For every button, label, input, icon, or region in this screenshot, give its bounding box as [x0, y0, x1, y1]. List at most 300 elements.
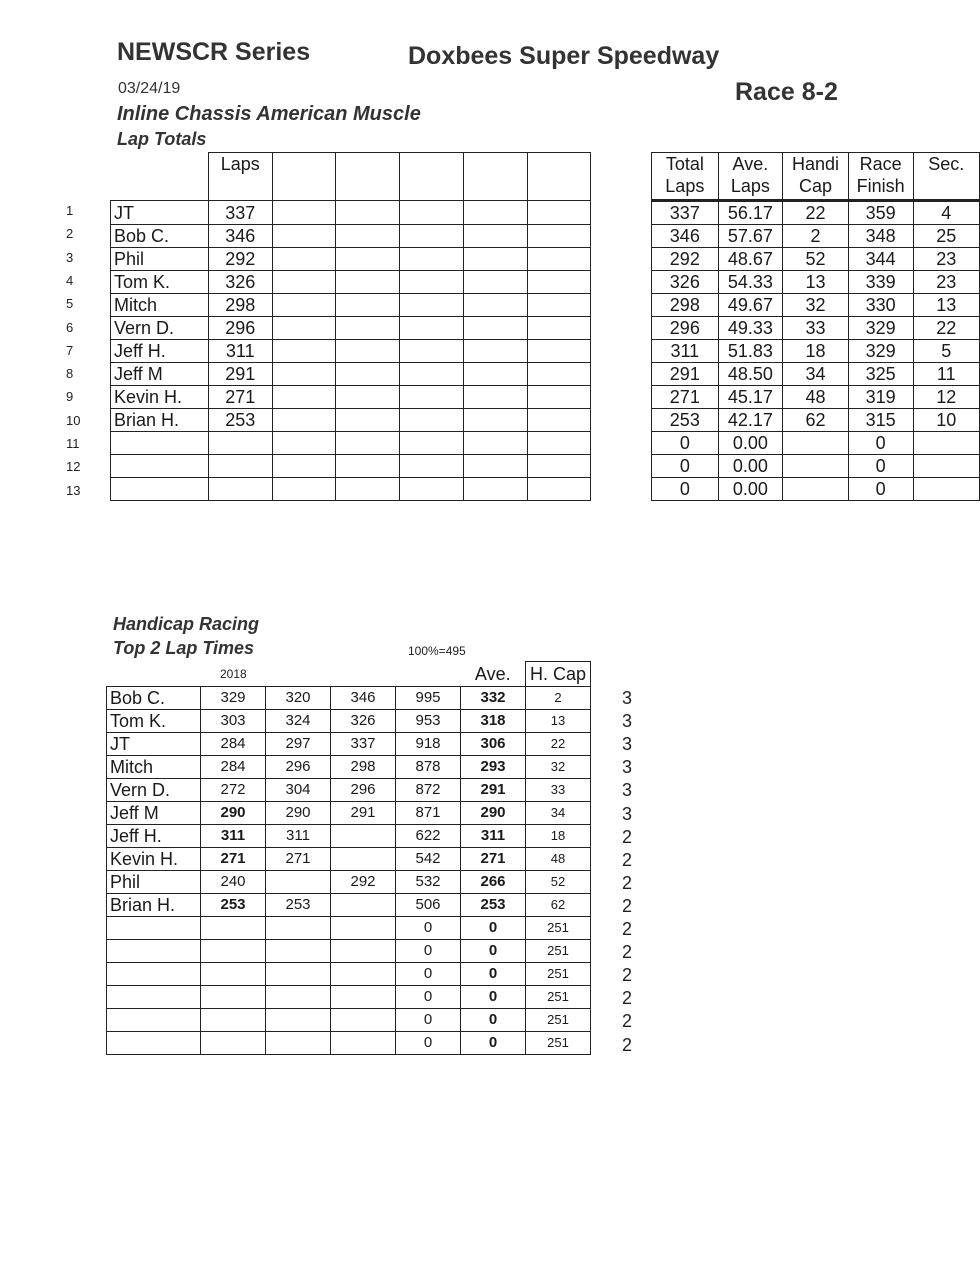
lap-time-cell: 311 [266, 825, 331, 848]
table-row [107, 1032, 591, 1055]
laps-cell: 346 [209, 225, 273, 248]
empty-lap-cell [400, 478, 464, 501]
empty-lap-cell [336, 409, 400, 432]
handicap-cell: 48 [783, 386, 849, 409]
empty-lap-cell [527, 271, 591, 294]
average-cell: 0 [461, 917, 526, 940]
ave-laps-cell: 56.17 [718, 201, 783, 225]
lap-totals-table [110, 152, 980, 501]
lap-time-cell [331, 825, 396, 848]
empty-lap-cell [272, 248, 336, 271]
percent-note: 100%=495 [408, 644, 466, 658]
total-laps-cell: 311 [652, 340, 718, 363]
hcap-cell: 62 [526, 894, 591, 917]
total-laps-cell: 0 [652, 478, 718, 501]
empty-lap-cell [463, 432, 527, 455]
race-count: 3 [622, 688, 633, 708]
hcap-cell: 32 [526, 756, 591, 779]
laps-cell: 292 [209, 248, 273, 271]
table-row [107, 986, 591, 1009]
empty-lap-cell [527, 455, 591, 478]
total-cell: 0 [396, 1032, 461, 1055]
driver-name: Brian H. [111, 409, 209, 432]
race-finish-cell: 329 [848, 317, 913, 340]
empty-lap-cell [400, 363, 464, 386]
driver-name: Brian H. [107, 894, 201, 917]
laps-cell [209, 478, 273, 501]
race-finish-cell: 0 [848, 432, 913, 455]
handicap-cell: 13 [783, 271, 849, 294]
ave-laps-header: Ave. Laps [718, 153, 783, 201]
row-number: 11 [66, 436, 80, 451]
driver-name [107, 963, 201, 986]
table-row [111, 201, 980, 225]
table-row [111, 409, 980, 432]
empty-lap-cell [336, 363, 400, 386]
empty-lap-cell [272, 271, 336, 294]
row-number: 8 [66, 366, 74, 382]
lap-time-cell: 292 [331, 871, 396, 894]
lap-time-cell: 253 [201, 894, 266, 917]
driver-name: Phil [111, 248, 209, 271]
total-cell: 622 [396, 825, 461, 848]
empty-lap-cell [463, 409, 527, 432]
laps-cell: 296 [209, 317, 273, 340]
hcap-cell: 33 [526, 779, 591, 802]
ave-laps-cell: 57.67 [718, 225, 783, 248]
driver-name: Bob C. [107, 687, 201, 710]
table-row [107, 733, 591, 756]
ave-laps-cell: 54.33 [718, 271, 783, 294]
hcap-header: H. Cap [526, 662, 591, 687]
hcap-cell: 22 [526, 733, 591, 756]
driver-name: Vern D. [111, 317, 209, 340]
total-cell: 0 [396, 986, 461, 1009]
average-cell: 290 [461, 802, 526, 825]
driver-name: JT [107, 733, 201, 756]
hcap-cell: 48 [526, 848, 591, 871]
empty-lap-cell [336, 271, 400, 294]
total-cell: 953 [396, 710, 461, 733]
year-label: 2018 [220, 667, 247, 681]
empty-lap-cell [463, 478, 527, 501]
driver-name: Phil [107, 871, 201, 894]
empty-lap-cell [463, 225, 527, 248]
average-cell: 0 [461, 1009, 526, 1032]
race-finish-cell: 348 [848, 225, 913, 248]
handicap-cell: 34 [783, 363, 849, 386]
handicap-header: Handi Cap [783, 153, 849, 201]
sec-cell: 23 [913, 271, 979, 294]
lap-time-cell [331, 1009, 396, 1032]
lap-time-cell: 271 [266, 848, 331, 871]
table-row [107, 825, 591, 848]
lap-time-cell [201, 940, 266, 963]
table-row [111, 478, 980, 501]
table-row [107, 917, 591, 940]
empty-lap-cell [400, 455, 464, 478]
total-laps-cell: 346 [652, 225, 718, 248]
table-row [107, 848, 591, 871]
hcap-cell: 13 [526, 710, 591, 733]
table-row [111, 386, 980, 409]
average-cell: 253 [461, 894, 526, 917]
race-count: 3 [622, 780, 633, 801]
handicap-cell: 2 [783, 225, 849, 248]
empty-lap-cell [463, 455, 527, 478]
total-cell: 918 [396, 733, 461, 756]
average-cell: 271 [461, 848, 526, 871]
empty-lap-cell [272, 386, 336, 409]
lap-time-cell: 271 [201, 848, 266, 871]
empty-lap-cell [272, 363, 336, 386]
table-row [111, 432, 980, 455]
hcap-cell: 52 [526, 871, 591, 894]
sec-header: Sec. [913, 153, 979, 201]
total-laps-cell: 0 [652, 455, 718, 478]
driver-name: Jeff M [107, 802, 201, 825]
lap-time-cell: 320 [266, 687, 331, 710]
lap-time-cell [266, 1032, 331, 1055]
average-cell: 291 [461, 779, 526, 802]
empty-lap-cell [527, 340, 591, 363]
ave-laps-cell: 49.67 [718, 294, 783, 317]
empty-lap-cell [463, 317, 527, 340]
total-laps-cell: 291 [652, 363, 718, 386]
race-finish-cell: 0 [848, 455, 913, 478]
sec-cell: 10 [913, 409, 979, 432]
lap-time-cell: 291 [331, 802, 396, 825]
empty-lap-cell [400, 225, 464, 248]
table-row [111, 248, 980, 271]
empty-lap-cell [463, 363, 527, 386]
laps-cell: 271 [209, 386, 273, 409]
hcap-cell: 251 [526, 963, 591, 986]
empty-lap-cell [336, 201, 400, 225]
row-number: 12 [66, 459, 81, 475]
empty-lap-cell [527, 294, 591, 317]
total-cell: 0 [396, 917, 461, 940]
lap-time-cell: 240 [201, 871, 266, 894]
handicap-cell: 52 [783, 248, 849, 271]
table-row [111, 225, 980, 248]
driver-name: Bob C. [111, 225, 209, 248]
lap-time-cell [331, 986, 396, 1009]
laps-cell: 311 [209, 340, 273, 363]
driver-name [107, 1009, 201, 1032]
lap-time-cell [201, 963, 266, 986]
handicap-cell: 32 [783, 294, 849, 317]
handicap-cell [783, 432, 849, 455]
table-row [107, 802, 591, 825]
lap-time-cell [201, 986, 266, 1009]
race-number: Race 8-2 [735, 78, 838, 106]
empty-lap-cell [463, 248, 527, 271]
handicap-cell [783, 478, 849, 501]
sec-cell: 5 [913, 340, 979, 363]
table-row [111, 340, 980, 363]
lap-time-cell [331, 848, 396, 871]
race-finish-cell: 329 [848, 340, 913, 363]
laps-cell: 298 [209, 294, 273, 317]
empty-lap-cell [463, 271, 527, 294]
empty-lap-cell [336, 455, 400, 478]
handicap-cell: 18 [783, 340, 849, 363]
race-count: 2 [622, 919, 633, 939]
table-row [111, 363, 980, 386]
total-cell: 0 [396, 940, 461, 963]
track-title: Doxbees Super Speedway [408, 42, 720, 70]
race-count: 3 [622, 711, 633, 732]
empty-lap-cell [272, 340, 336, 363]
driver-name: Tom K. [107, 710, 201, 733]
average-cell: 318 [461, 710, 526, 733]
table-row [111, 317, 980, 340]
table-row [107, 871, 591, 894]
empty-lap-cell [527, 432, 591, 455]
sec-cell: 12 [913, 386, 979, 409]
table-row [107, 940, 591, 963]
empty-lap-cell [336, 317, 400, 340]
row-number: 5 [66, 296, 74, 312]
race-finish-cell: 0 [848, 478, 913, 501]
ave-laps-cell: 45.17 [718, 386, 783, 409]
driver-name: Mitch [107, 756, 201, 779]
empty-lap-cell [272, 294, 336, 317]
empty-lap-cell [272, 409, 336, 432]
class-title: Inline Chassis American Muscle [117, 103, 421, 125]
row-number: 4 [66, 272, 74, 288]
lap-time-cell [266, 1009, 331, 1032]
total-cell: 995 [396, 687, 461, 710]
empty-lap-cell [400, 432, 464, 455]
total-cell: 532 [396, 871, 461, 894]
laps-cell: 253 [209, 409, 273, 432]
total-laps-cell: 296 [652, 317, 718, 340]
empty-lap-cell [463, 294, 527, 317]
race-count: 2 [622, 872, 633, 893]
empty-lap-cell [527, 225, 591, 248]
laps-cell: 291 [209, 363, 273, 386]
average-cell: 293 [461, 756, 526, 779]
empty-lap-cell [272, 432, 336, 455]
race-finish-cell: 319 [848, 386, 913, 409]
lap-time-cell [331, 894, 396, 917]
driver-name [107, 1032, 201, 1055]
empty-lap-cell [527, 248, 591, 271]
average-cell: 311 [461, 825, 526, 848]
empty-lap-cell [336, 225, 400, 248]
empty-lap-cell [400, 248, 464, 271]
total-cell: 0 [396, 963, 461, 986]
table-row [107, 894, 591, 917]
empty-lap-cell [527, 317, 591, 340]
handicap-cell: 33 [783, 317, 849, 340]
driver-name [107, 917, 201, 940]
driver-name [111, 478, 209, 501]
lap-time-cell: 296 [331, 779, 396, 802]
lap-time-cell: 284 [201, 733, 266, 756]
race-count: 3 [622, 734, 633, 755]
empty-lap-cell [400, 317, 464, 340]
lap-time-cell: 253 [266, 894, 331, 917]
ave-header: Ave. [461, 662, 526, 687]
driver-name: Kevin H. [111, 386, 209, 409]
total-cell: 506 [396, 894, 461, 917]
row-number: 2 [66, 226, 74, 242]
driver-name: Vern D. [107, 779, 201, 802]
empty-lap-cell [463, 386, 527, 409]
sec-cell [913, 455, 979, 478]
sec-cell: 22 [913, 317, 979, 340]
row-number: 13 [66, 482, 81, 498]
race-date: 03/24/19 [118, 80, 181, 97]
empty-lap-cell [272, 225, 336, 248]
lap-time-cell [266, 871, 331, 894]
table-row [111, 455, 980, 478]
lap-time-cell [201, 917, 266, 940]
lap-time-cell: 284 [201, 756, 266, 779]
race-count: 2 [622, 988, 633, 1009]
hcap-cell: 251 [526, 940, 591, 963]
empty-lap-cell [527, 386, 591, 409]
driver-name [107, 940, 201, 963]
ave-laps-cell: 51.83 [718, 340, 783, 363]
sec-cell: 11 [913, 363, 979, 386]
hcap-cell: 251 [526, 1009, 591, 1032]
race-count: 2 [622, 942, 633, 963]
lap-time-cell [266, 963, 331, 986]
sec-cell: 13 [913, 294, 979, 317]
ave-laps-cell: 48.50 [718, 363, 783, 386]
empty-lap-cell [272, 317, 336, 340]
row-number: 6 [66, 319, 74, 335]
sec-cell: 4 [913, 201, 979, 225]
total-laps-cell: 326 [652, 271, 718, 294]
lap-time-cell [331, 940, 396, 963]
hcap-cell: 251 [526, 917, 591, 940]
table-row [107, 963, 591, 986]
empty-lap-cell [272, 201, 336, 225]
lap-time-cell: 290 [266, 802, 331, 825]
driver-name: Jeff M [111, 363, 209, 386]
lap-time-cell: 304 [266, 779, 331, 802]
laps-cell: 326 [209, 271, 273, 294]
empty-lap-cell [272, 478, 336, 501]
row-number: 1 [66, 203, 74, 218]
total-laps-cell: 292 [652, 248, 718, 271]
handicap-title: Handicap Racing [113, 614, 260, 634]
race-count: 2 [622, 895, 633, 916]
total-laps-cell: 337 [652, 201, 718, 225]
empty-lap-cell [400, 340, 464, 363]
total-cell: 872 [396, 779, 461, 802]
race-count: 2 [622, 1034, 633, 1055]
empty-lap-cell [400, 294, 464, 317]
hcap-cell: 2 [526, 687, 591, 710]
lap-time-cell [201, 1009, 266, 1032]
race-finish-header: Race Finish [848, 153, 913, 201]
race-count: 3 [622, 757, 633, 778]
handicap-table [106, 661, 591, 1055]
driver-name: Tom K. [111, 271, 209, 294]
handicap-subtitle: Top 2 Lap Times [113, 638, 255, 658]
ave-laps-cell: 49.33 [718, 317, 783, 340]
hcap-cell: 251 [526, 1032, 591, 1055]
empty-lap-cell [400, 271, 464, 294]
lap-time-cell [266, 940, 331, 963]
empty-lap-cell [463, 340, 527, 363]
handicap-cell: 22 [783, 201, 849, 225]
sec-cell: 25 [913, 225, 979, 248]
driver-name [111, 455, 209, 478]
ave-laps-cell: 48.67 [718, 248, 783, 271]
race-count: 2 [622, 849, 633, 870]
total-cell: 542 [396, 848, 461, 871]
empty-lap-cell [400, 201, 464, 225]
empty-lap-cell [336, 248, 400, 271]
total-cell: 878 [396, 756, 461, 779]
table-row [107, 687, 591, 710]
lap-time-cell: 326 [331, 710, 396, 733]
empty-lap-cell [463, 201, 527, 225]
lap-totals-title: Lap Totals [117, 129, 207, 149]
total-laps-cell: 253 [652, 409, 718, 432]
laps-header: Laps [209, 153, 273, 201]
handicap-cell [783, 455, 849, 478]
total-laps-cell: 0 [652, 432, 718, 455]
empty-lap-cell [400, 409, 464, 432]
total-laps-cell: 271 [652, 386, 718, 409]
laps-cell [209, 432, 273, 455]
ave-laps-cell: 0.00 [718, 455, 783, 478]
total-cell: 871 [396, 802, 461, 825]
laps-cell [209, 455, 273, 478]
average-cell: 0 [461, 940, 526, 963]
empty-lap-cell [336, 478, 400, 501]
driver-name: Kevin H. [107, 848, 201, 871]
empty-lap-cell [272, 455, 336, 478]
empty-lap-cell [527, 363, 591, 386]
lap-time-cell [266, 917, 331, 940]
race-finish-cell: 339 [848, 271, 913, 294]
table-row [107, 710, 591, 733]
lap-time-cell [266, 986, 331, 1009]
sec-cell [913, 432, 979, 455]
table-row [111, 271, 980, 294]
lap-time-cell: 290 [201, 802, 266, 825]
hcap-cell: 34 [526, 802, 591, 825]
driver-name [111, 432, 209, 455]
row-number: 9 [66, 389, 74, 405]
lap-time-cell [331, 1032, 396, 1055]
lap-time-cell: 272 [201, 779, 266, 802]
ave-laps-cell: 0.00 [718, 432, 783, 455]
ave-laps-cell: 0.00 [718, 478, 783, 501]
table-row [111, 294, 980, 317]
average-cell: 0 [461, 1032, 526, 1055]
hcap-cell: 18 [526, 825, 591, 848]
race-finish-cell: 330 [848, 294, 913, 317]
empty-lap-cell [336, 294, 400, 317]
row-number: 3 [66, 249, 74, 265]
empty-lap-cell [400, 386, 464, 409]
race-finish-cell: 344 [848, 248, 913, 271]
race-finish-cell: 359 [848, 201, 913, 225]
handicap-cell: 62 [783, 409, 849, 432]
table-row [107, 1009, 591, 1032]
table-row [107, 756, 591, 779]
